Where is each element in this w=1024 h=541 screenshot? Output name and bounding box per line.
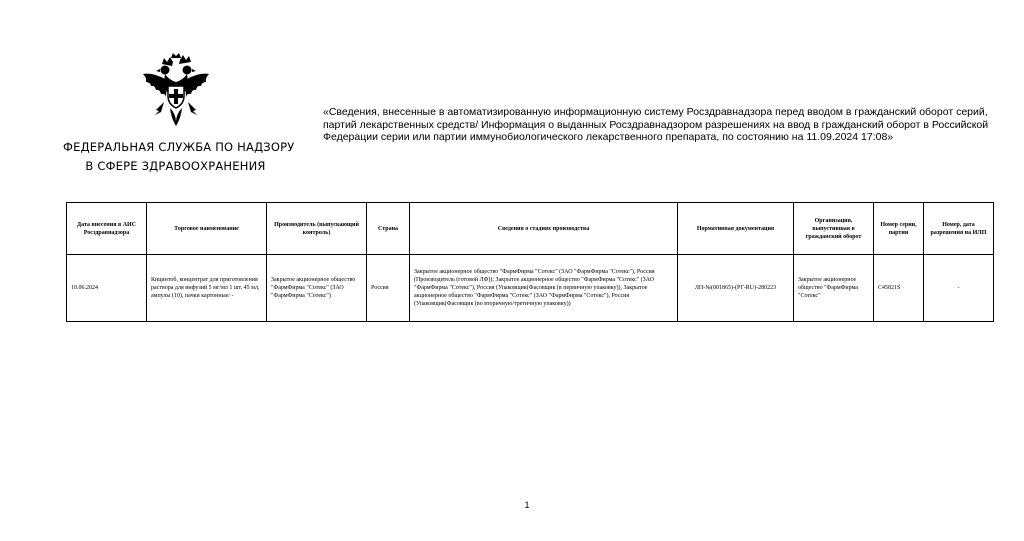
col-header-releasing-org: Организация, выпустившая в гражданский оборот xyxy=(794,203,874,255)
document-title: «Сведения, внесенные в автоматизированную информационную систему Росздравнадзора перед вводом в гражданский оборот серий, партий лекарственных средств/ Информация о выданных Росздравнадзором разрешениях на ввод в гражданский оборот в Российской Федерации серии или партии иммунобиологического лекарственного препарата, по состоянию на 11.09.2024 17:08» xyxy=(323,106,989,143)
cell-releasing-org: Закрытое акционерное общество "ФармФирма "Сотекс" xyxy=(794,255,874,322)
col-header-trade-name: Торговое наименование xyxy=(147,203,267,255)
cell-manufacturer: Закрытое акционерное общество "ФармФирма "Сотекс" (ЗАО "ФармФирма "Сотекс") xyxy=(267,255,367,322)
double-headed-eagle-emblem-icon xyxy=(140,52,212,130)
table-row xyxy=(67,255,994,322)
agency-name-line2: В СФЕРЕ ЗДРАВООХРАНЕНИЯ xyxy=(85,159,266,173)
agency-name xyxy=(63,138,295,176)
col-header-production-stages: Сведения о стадиях производства xyxy=(410,203,678,255)
table-header-row xyxy=(67,203,994,255)
col-header-regulatory-docs: Нормативная документация xyxy=(678,203,794,255)
cell-regulatory-docs: ЛП-№(001865)-(РГ-RU)-280223 xyxy=(678,255,794,322)
cell-country: Россия xyxy=(367,255,410,322)
cell-trade-name: Кицинтоб, концентрат для приготовления раствора для инфузий 5 мг/мл 1 шт. 45 мл, ампулы (10), пачки картонные/ - xyxy=(147,255,267,322)
col-header-date: Дата внесения в АИС Росздравнадзора xyxy=(67,203,147,255)
col-header-manufacturer: Производитель (выпускающий контроль) xyxy=(267,203,367,255)
cell-permit: - xyxy=(924,255,994,322)
col-header-series-number: Номер серии, партии xyxy=(874,203,924,255)
cell-production-stages: Закрытое акционерное общество "ФармФирма "Сотекс" (ЗАО "ФармФирма "Сотекс"), Россия (Производитель (готовой ЛФ)); Закрытое акционерное общество "ФармФирма "Сотекс" (ЗАО "ФармФирма "Сотекс"), Россия (Упаковщик(Фасовщик (в первичную упаковку)), Закрытое акционерное общество "ФармФирма "Сотекс" (ЗАО "ФармФирма "Сотекс"), Россия (Упаковщик(Фасовщик (во вторичную/третичную упаковку)) xyxy=(410,255,678,322)
agency-name-line1: ФЕДЕРАЛЬНАЯ СЛУЖБА ПО НАДЗОРУ xyxy=(63,140,295,154)
series-table xyxy=(66,202,994,322)
cell-series-number: C45821S xyxy=(874,255,924,322)
col-header-country: Страна xyxy=(367,203,410,255)
col-header-permit: Номер, дата разрешения на ИЛП xyxy=(924,203,994,255)
page-number: 1 xyxy=(524,500,530,510)
cell-date: 10.06.2024 xyxy=(67,255,147,322)
